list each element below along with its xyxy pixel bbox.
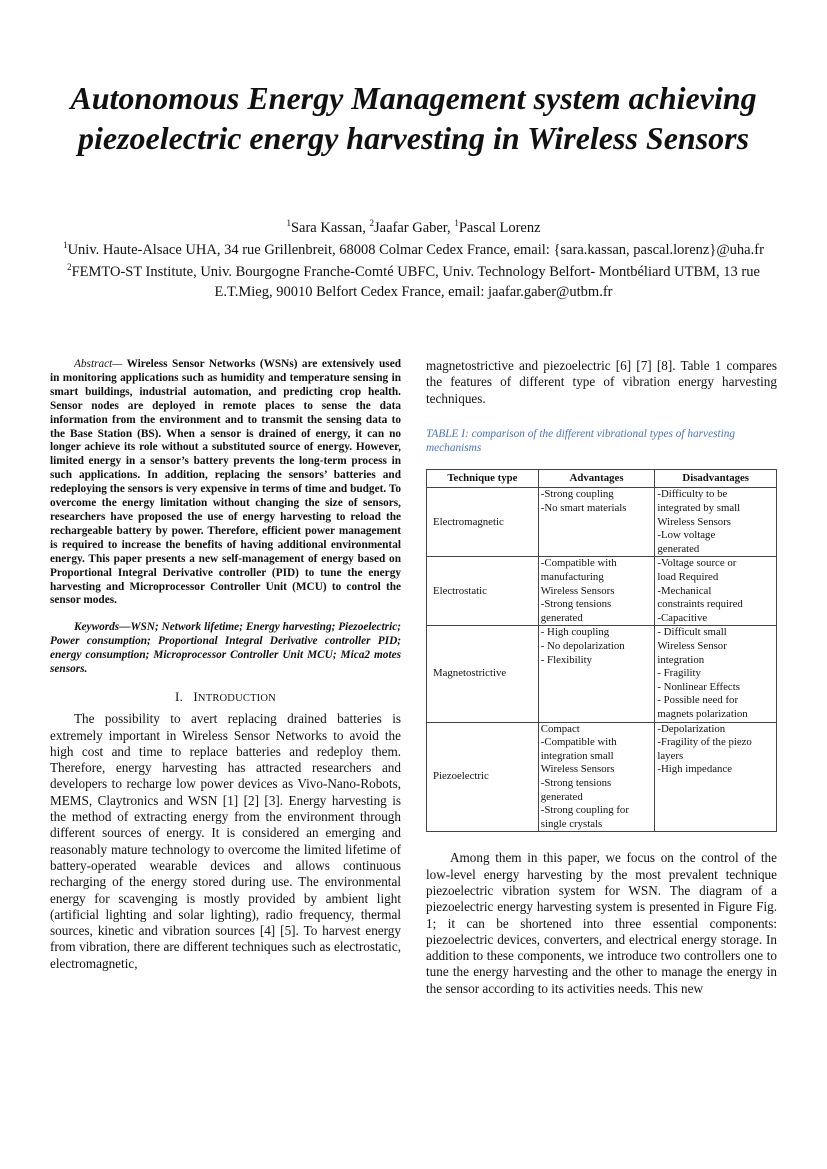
table-intro-paragraph: magnetostrictive and piezoelectric [6] [7] [8]. Table 1 compares the features of different type of vibration energy harvesting techniques. [426,358,777,406]
author-3-sup: 1 [454,218,459,229]
cell-line: - Fragility [657,667,701,680]
introduction-paragraph: The possibility to avert replacing drained batteries is extremely important in Wireless Sensor Networks to avoid the high cost and time to replace batteries and redeploy them. Therefore, energy harvesting has attracted researchers and developers to recharge low power devices as Vivo-Nano-Robots, MEMS, Claytronics and WSN [1] [2] [3]. Energy harvesting is the method of extracting energy from the environment through different sources of energy. It is considered an emerging and reasonably mature technology to overcome the limited lifetime of battery-operated wearable devices and allows continuous recharging of the energy stored during use. The environmental energy for scavenging is mostly provided by ambient light (artificial lighting and solar lighting), radio frequency, thermal sources, kinetic and vibration sources [4] [5]. To harvest energy from vibration, there are different techniques such as electrostatic, electromagnetic, [50,711,401,971]
cell-line: -No smart materials [540,502,627,515]
cell-line: integrated by small [657,502,741,515]
disadvantages-cell [655,722,777,832]
cell-line: - Nonlinear Effects [657,680,740,693]
cell-line: -Strong coupling for [540,804,629,817]
cell-line: constraints required [657,598,743,611]
advantages-cell [538,626,655,722]
table-header-row [427,469,777,488]
cell-line: Wireless Sensors [657,515,732,528]
cell-line: -Low voltage [657,529,716,542]
cell-line: - High coupling [540,626,610,639]
cell-line: Wireless Sensors [540,763,615,776]
cell-line: Wireless Sensor [657,640,727,653]
advantages-cell [538,557,655,626]
right-column [426,358,777,997]
cell-line: -Compatible with [540,557,617,570]
table-row [427,488,777,557]
affiliation-2-text: FEMTO-ST Institute, Univ. Bourgogne Franche-Comté UBFC, Univ. Technology Belfort- Montbéliard UTBM, 13 rue E.T.Mieg, 90010 Belfort Cedex France, email: jaafar.gaber@utbm.fr [71,264,760,300]
cell-line: integration [657,653,705,666]
cell-line: - Possible need for [657,694,739,707]
disadvantages-cell [655,557,777,626]
section-title-initial: I [193,688,198,704]
table-caption: TABLE I: comparison of the different vibrational types of harvesting mechanisms [426,427,736,454]
header-disadvantages: Disadvantages [655,469,777,488]
cell-line: -High impedance [657,763,733,776]
section-title-rest: NTRODUCTION [197,692,276,704]
cell-line: layers [657,749,684,762]
cell-line: single crystals [540,817,603,830]
cell-line: Compact [540,722,580,735]
affiliation-1-sup: 1 [63,240,68,251]
disadvantages-cell [655,488,777,557]
cell-line: - No depolarization [540,640,625,653]
keywords: Keywords—WSN; Network lifetime; Energy harvesting; Piezoelectric; Power consumption; Proportional Integral Derivative controller PID; energy consumption; Microprocessor Controller Unit MCU; Mica2 motes sensors. [50,621,401,676]
advantages-cell [538,488,655,557]
table-row [427,557,777,626]
author-block [60,218,767,302]
author-names [60,218,767,238]
cell-line: -Difficulty to be [657,488,728,501]
body-paragraph: Among them in this paper, we focus on the control of the low-level energy harvesting by the most prevalent technique piezoelectric vibration system for WSN. The diagram of a piezoelectric energy harvesting system is presented in Figure Fig. 1; it can be shortened into three essential components: piezoelectric devices, converters, and electrical energy storage. In addition to these components, we introduce two controllers one to tune the energy harvesting and the other to manage the energy in the sensor according to its activities needs. This new [426,850,777,996]
header-advantages: Advantages [538,469,655,488]
cell-line: - Difficult small [657,626,727,639]
technique-cell: Electrostatic [427,557,539,626]
table-row [427,626,777,722]
technique-cell: Piezoelectric [427,722,539,832]
cell-line: generated [657,542,700,555]
advantages-cell [538,722,655,832]
cell-line: -Capacitive [657,611,708,624]
abstract [50,358,401,608]
cell-line: load Required [657,571,719,584]
cell-line: - Flexibility [540,653,593,666]
cell-line: -Strong coupling [540,488,614,501]
abstract-label: Abstract— [74,358,123,370]
affiliation-1-text: Univ. Haute-Alsace UHA, 34 rue Grillenbreit, 68008 Colmar Cedex France, email: {sara.kassan, pascal.lorenz}@uha.fr [67,242,764,258]
cell-line: magnets polarization [657,707,748,720]
header-technique-type: Technique type [427,469,539,488]
cell-line: -Fragility of the piezo [657,736,752,749]
cell-line: manufacturing [540,571,604,584]
disadvantages-cell [655,626,777,722]
technique-cell: Magnetostrictive [427,626,539,722]
cell-line: -Depolarization [657,722,726,735]
cell-line: -Compatible with [540,736,617,749]
author-3: Pascal Lorenz [458,220,541,236]
cell-line: integration small [540,749,614,762]
abstract-text: Wireless Sensor Networks (WSNs) are extensively used in monitoring applications such as humidity and temperature sensing in smart buildings, industrial automation, and predicting crop health. Sensor nodes are deployed in remote places to sense the data information from the environment and to transmit the sensing data to the Base Station (BS). When a sensor is drained of energy, it can no longer achieve its role without a substituted source of energy. However, limited energy in a sensor’s battery prevents the long-term process in such applications. In addition, replacing the sensors’ batteries and redeploying the sensors is very expensive in terms of time and budget. To overcome the energy limitation without changing the size of sensors, researchers have proposed the use of energy harvesting to reload the rechargeable battery by power. Therefore, efficient power management is required to increase the benefits of having additional environmental energy. This paper presents a new self-management of energy based on Proportional Integral Derivative controller (PID) to tune the energy harvesting and Microprocessor Controller Unit (MCU) to control the sensor modes. [50,358,401,607]
left-column [50,358,401,972]
affiliation-2-sup: 2 [67,262,72,273]
cell-line: -Voltage source or [657,557,737,570]
author-2-sup: 2 [369,218,374,229]
affiliation-1 [60,240,767,260]
author-1: Sara Kassan, [290,220,370,236]
author-2: Jaafar Gaber, [373,220,455,236]
table-row [427,722,777,832]
cell-line: -Strong tensions [540,598,612,611]
cell-line: generated [540,611,583,624]
cell-line: generated [540,790,583,803]
cell-line: -Strong tensions [540,776,612,789]
author-1-sup: 1 [286,218,291,229]
technique-cell: Electromagnetic [427,488,539,557]
section-heading-introduction [50,689,401,707]
cell-line: -Mechanical [657,584,712,597]
cell-line: Wireless Sensors [540,584,615,597]
section-number: I. [175,688,184,704]
affiliation-2 [60,262,767,302]
paper-title: Autonomous Energy Management system achieving piezoelectric energy harvesting in Wireless Sensors [70,80,757,156]
comparison-table [426,469,777,832]
